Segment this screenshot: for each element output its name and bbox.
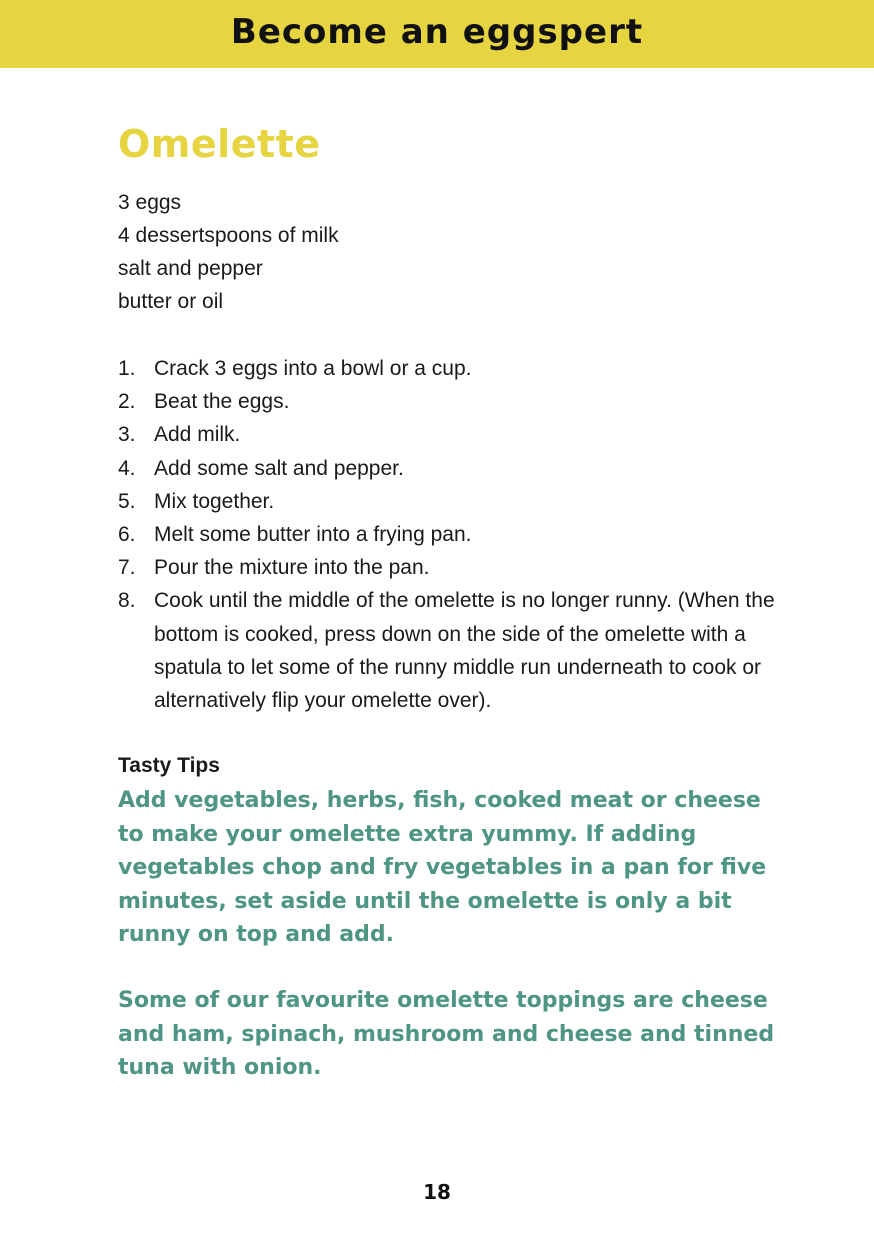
step-item — [118, 385, 798, 418]
page-number: 18 — [423, 1180, 451, 1204]
recipe-title: Omelette — [118, 122, 321, 166]
step-number: 5. — [118, 489, 136, 513]
step-text: Mix together. — [154, 489, 275, 513]
step-number: 7. — [118, 556, 136, 580]
step-text: Crack 3 eggs into a bowl or a cup. — [154, 357, 472, 380]
step-text: Melt some butter into a frying pan. — [154, 523, 472, 547]
ingredient-item: salt and pepper — [118, 257, 263, 280]
page-header-title: Become an eggspert — [230, 12, 644, 52]
step-text: Beat the eggs. — [154, 390, 290, 414]
ingredients-list — [118, 186, 339, 318]
ingredient-item: 3 eggs — [118, 191, 182, 214]
method-steps-list — [118, 352, 798, 717]
step-number: 3. — [118, 423, 136, 447]
step-text: Add milk. — [154, 423, 241, 447]
step-number: 4. — [118, 456, 136, 480]
ingredient-item: butter or oil — [118, 290, 224, 313]
step-item — [118, 352, 798, 385]
step-item — [118, 418, 798, 451]
step-item — [118, 485, 798, 518]
step-number: 6. — [118, 523, 136, 547]
ingredient-item: 4 dessertspoons of milk — [118, 224, 339, 247]
step-text: Cook until the middle of the omelette is no longer runny. (When the bottom is cooked, press down on the side of the omelette with a spatula to let some of the runny middle run underneath to cook or alternatively flip your omelette over). — [154, 589, 775, 713]
step-item — [118, 551, 798, 584]
step-item — [118, 518, 798, 551]
step-number: 1. — [118, 357, 136, 380]
tasty-tips-paragraph: Some of our favourite omelette toppings are cheese and ham, spinach, mushroom and cheese and tinned tuna with onion. — [118, 988, 775, 1080]
step-item — [118, 452, 798, 485]
tasty-tips-paragraph: Add vegetables, herbs, fish, cooked meat or cheese to make your omelette extra yummy. If adding vegetables chop and fry vegetables in a pan for five minutes, set aside until the omelette is only a bit runny on top and add. — [118, 788, 767, 947]
step-item — [118, 584, 798, 717]
step-number: 2. — [118, 390, 136, 414]
step-text: Add some salt and pepper. — [154, 456, 404, 480]
step-number: 8. — [118, 589, 136, 613]
step-text: Pour the mixture into the pan. — [154, 556, 430, 580]
tasty-tips-heading: Tasty Tips — [118, 754, 220, 777]
